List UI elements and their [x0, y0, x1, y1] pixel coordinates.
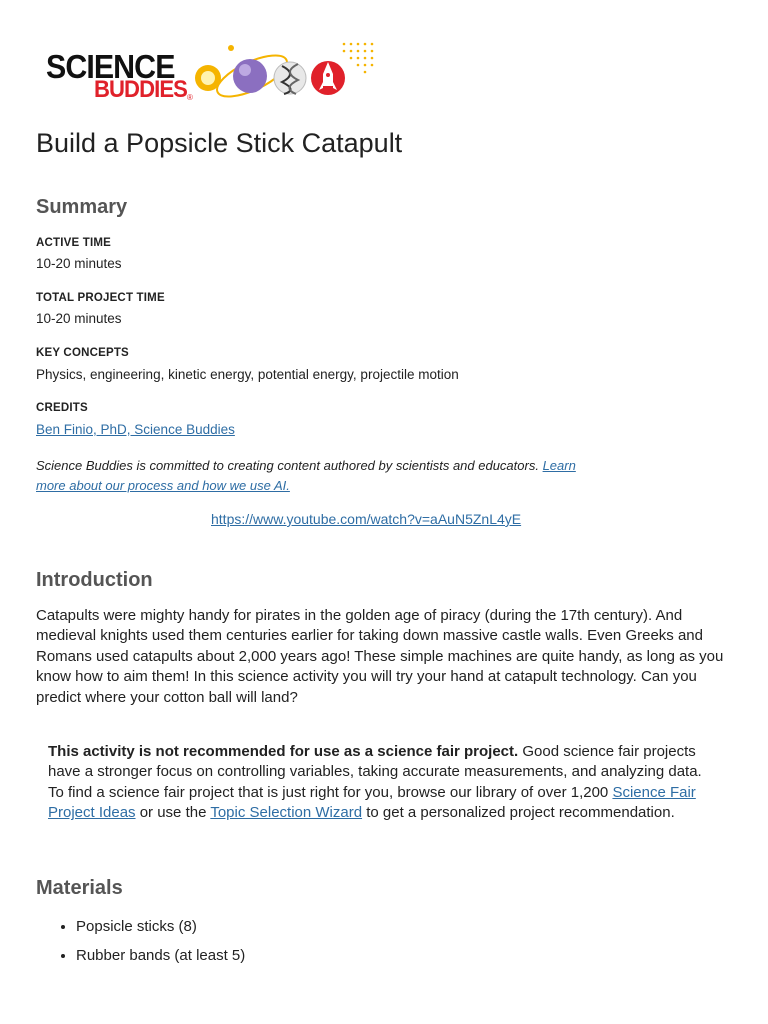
callout-text-1: Good science fair projects have a stronger focus on controlling variables, taking accurate measurements, and analyzing data. To find a science fair project that is just right for you, browse our library of over 1,200 — [48, 743, 702, 801]
introduction-heading: Introduction — [36, 569, 153, 591]
ai-disclaimer-text: Science Buddies is committed to creating content authored by scientists and educators. — [36, 458, 539, 473]
total-project-time-label: TOTAL PROJECT TIME — [36, 292, 165, 304]
dna-icon — [274, 62, 306, 94]
ai-disclaimer — [36, 456, 596, 496]
list-item: • Rubber bands (at least 5) — [76, 947, 245, 965]
materials-heading: Materials — [36, 877, 123, 899]
logo-science-icons — [194, 40, 384, 110]
registered-mark: ® — [187, 93, 193, 102]
total-project-time-value: 10-20 minutes — [36, 311, 122, 326]
logo-text-buddies: BUDDIES — [94, 76, 187, 103]
logo-text-science: SCIENCE — [46, 48, 175, 85]
video-link[interactable]: https://www.youtube.com/watch?v=aAuN5ZnL4yE — [211, 511, 522, 527]
topic-selection-wizard-link[interactable]: Topic Selection Wizard — [210, 804, 363, 822]
active-time-label: ACTIVE TIME — [36, 237, 112, 249]
callout-text-2: or use the — [135, 804, 211, 822]
science-buddies-logo[interactable] — [44, 40, 384, 110]
science-fair-callout — [48, 742, 720, 824]
list-item: • Popsicle sticks (8) — [76, 918, 245, 936]
rocket-icon — [311, 61, 345, 95]
page-title: Build a Popsicle Stick Catapult — [36, 128, 403, 158]
key-concepts-label: KEY CONCEPTS — [36, 347, 129, 359]
materials-list — [36, 918, 245, 976]
key-concepts-value: Physics, engineering, kinetic energy, potential energy, projectile motion — [36, 367, 459, 382]
credits-label: CREDITS — [36, 402, 88, 414]
callout-bold-text: This activity is not recommended for use as a science fair project. — [48, 743, 519, 760]
active-time-value: 10-20 minutes — [36, 256, 122, 271]
credits-link[interactable]: Ben Finio, PhD, Science Buddies — [36, 422, 235, 437]
introduction-text: Catapults were mighty handy for pirates in the golden age of piracy (during the 17th century). And medieval knights used them centuries earlier for taking down massive castle walls. Even Greeks and Romans used catapults about 2,000 years ago! These simple machines are quite handy, as long as you know how to aim them! In this science activity you will try your hand at catapult technology. Can you predict where your cotton ball will land? — [36, 607, 724, 706]
callout-text-3: to get a personalized project recommendation. — [362, 804, 675, 822]
ai-process-link[interactable]: Learn more about our process and how we use AI. — [36, 458, 576, 493]
science-fair-project-ideas-link[interactable]: Science Fair Project Ideas — [48, 783, 696, 822]
summary-heading: Summary — [36, 196, 128, 218]
